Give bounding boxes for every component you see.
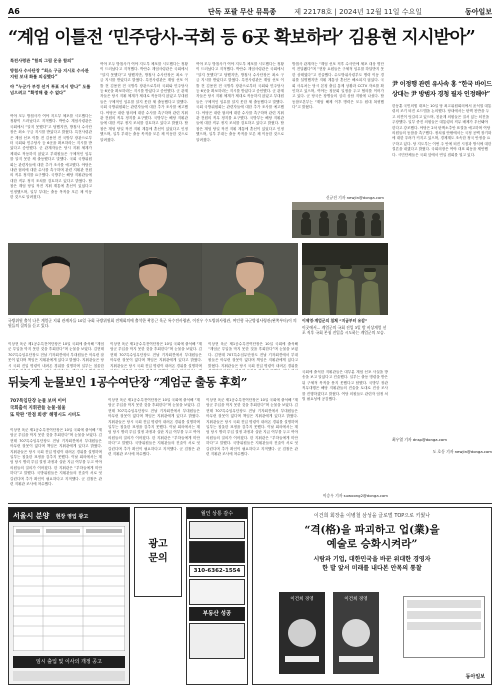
second-subhead-3: 또 막판 ‘만점 희생’ 해명시도 시비도 (10, 413, 81, 418)
sidebar-column (392, 80, 492, 495)
book-ad-publisher: 동아일보 (465, 674, 485, 680)
page-header (8, 6, 492, 18)
sidebar-title: 尹 이정행 관련 유사속 홍 “한국 바이드 상대는 尹 방범자 경청 필자 인정해야” (392, 81, 492, 98)
officers-photo (8, 243, 298, 315)
classified-ad-blocks (187, 519, 247, 661)
sale-ad (8, 507, 130, 685)
sale-ad-footer (13, 671, 125, 681)
book-info (403, 596, 485, 658)
book-ad-headline: “격(格)을 파괴하고 업(業)을 예술로 승화시켜라” (304, 524, 440, 550)
inquiry-ad-text: 광고 문의 (148, 539, 168, 564)
classified-ad (186, 507, 248, 685)
classified-ad-top: 월인 상통 감수 (187, 508, 247, 519)
troops-caption: 이곳에서… 계엄군의 국회 진입 3일 밤 비상계엄 선포 직후 국회 본청 진입을 시도하는 계엄군의 모습. (302, 325, 387, 335)
second-body-col1: 이상현 육군 제1공수특전여단장은 10일 국회에 출석해 “계엄군 투입을 막지 못한 것을 후회한다”며 눈물을 보였다. 김현태 707특수임무단장도 전날 기자회견에서 부대원들은 아무런 잘못이 없다며 책임은 지휘관에게 있다고 밝혔다. 지휘관들은 당시 국회 진입 명령이 내려온 경위를 설명하며 일부는 침울한 표정을 감추지 못했다. 이날 회의에서는 계엄 당시 병력 투입 결정 과정과 실탄 지급 여부를 두고 여야 의원들의 질의가 이어졌다. 한 지휘관은 “부하들에게 미안하다”고 말했다. 국방위원들은 지휘관들의 진술이 서로 엇갈린다며 추가 확인이 필요하다고 지적했다. 군 검찰은 관련 지휘관 조사에 착수했다. (10, 428, 102, 487)
sale-ad-notice: 임시 출입 및 이사의 개정 공고 (13, 656, 125, 668)
sale-ad-subtitle: 현장 영업 광고 (55, 514, 89, 520)
second-headline: 뒤늦게 눈물보인 1공수여단장 “계엄군 출동 후회” (8, 375, 247, 389)
newspaper-name: 동아일보 (464, 8, 492, 16)
subhead-1: 특전사령관 “합의 그림 운용 합의” (10, 58, 74, 63)
main-headline: “계엄 이틀전 ‘민주당사-국회 등 6곳 확보하라’ 김용현 지시받아” (8, 28, 475, 48)
inquiry-ad (134, 507, 182, 597)
second-subhead-2: 국회출석 지휘관들 눈물·침울 (10, 406, 66, 411)
article1-subheads (10, 58, 92, 96)
mid-body-col3: 이상현 육군 제1공수특전여단장은 10일 국회에 출석해 “계엄군 투입을 막지 못한 것을 후회한다”며 눈물을 보였다. 김현태 707특수임무단장도 전날 기자회견에서 부대원들은 아무런 잘못이 없다며 책임은 지휘관에게 있다고 밝혔다. 지휘관들은 당시 국회 진입 명령이 내려온 경위를 (208, 342, 298, 368)
book-title-left: 이건희 경영 (290, 597, 314, 602)
second-subhead-1: 707특임단장 눈물 보며 이어 (10, 399, 67, 404)
article1-body-col2: 여야 모두 방첩사가 여야 지도부 체포를 시도했다는 정황이 드러났다고 지적했다. 박안수 계엄사령관은 국회에서 “알지 못했다”고 답했지만, 방첩사 수사단장은 최소 구금 지시를 받았다고 밝혔다. 특전사령관은 계엄 선포 이틀 전 김용현 전 국방부 장관으로부터 국회와 민주당사 등 6곳을 확보하라는 지시를 받았다고 증언했다. 군 관계자들은 당시 지휘 체계가 제대로 작동하지 않았고 부대원들은 구체적인 임무를 알지 못한 채 출동했다고 말했다. 국회 국방위원회는 관련자들에 대한 추가 조사를 예고했다. 야당은 내란 혐의에 대한 수사를 촉구하며 관련 지휘관 전원의 직무 정지를 요구했다. 국방부는 해당 지휘관들에 대한 직무 정지 조치를 검토하고 있다고 밝혔다. 합참은 계엄 당일 작전 지휘 계통에 혼선이 있었다고 인정했으며, 일부 부대는 출동 목적을 모른 채 이동한 것으로 알려졌다. (100, 62, 188, 142)
sidebar-footer: 최우열 기자 dnsp@donga.com (392, 437, 447, 442)
book-ad-subtext: 시람과 기업, 대한민국을 바꾼 위대한 경영자 한 발 앞서 미래를 내다본 안목의 통찰 (313, 556, 431, 572)
sidebar-body: 한동훈 국민의힘 대표는 10일 당 최고위원회의에서 윤석열 대통령의 조기 퇴진 로드맵을 논의했다. 당내에서는 탄핵 찬반을 두고 의견이 엇갈리고 있으며, 친윤계 의원들은 질서 있는 퇴진을 주장했다. 일부 중진 의원들은 대통령의 직무 배제가 우선돼야 한다고 강조했다. 야당은 2차 탄핵소추안 표결을 예고하며 여당 의원들의 동참을 촉구했다. 정치권 안팎에서는 국정 공백 장기화에 대한 우려가 커지고 있으며, 경제계도 조속한 정국 안정을 요구하고 있다. 당 지도부는 이번 주 안에 퇴진 시점과 방식에 대한 결론을 내겠다고 밝혔다. 국회의장은 여야 대표 회동을 제안했다. 시민단체들은 국회 앞에서 연일 집회를 열고 있다. (392, 104, 492, 157)
classified-ad-label: 부동산 성공 (189, 607, 245, 621)
article1-body-col3: 여야 모두 방첩사가 여야 지도부 체포를 시도했다는 정황이 드러났다고 지적했다. 박안수 계엄사령관은 국회에서 “알지 못했다”고 답했지만, 방첩사 수사단장은 최소 구금 지시를 받았다고 밝혔다. 특전사령관은 계엄 선포 이틀 전 김용현 전 국방부 장관으로부터 국회와 민주당사 등 6곳을 확보하라는 지시를 받았다고 증언했다. 군 관계자들은 당시 지휘 체계가 제대로 작동하지 않았고 부대원들은 구체적인 임무를 알지 못한 채 출동했다고 말했다. 국회 국방위원회는 관련자들에 대한 추가 조사를 예고했다. 야당은 내란 혐의에 대한 수사를 촉구하며 관련 지휘관 전원의 직무 정지를 요구했다. 국방부는 해당 지휘관들에 대한 직무 정지 조치를 검토하고 있다고 밝혔다. 합참은 계엄 당일 작전 지휘 계통에 혼선이 있었다고 인정했으며, 일부 부대는 출동 목적을 모른 채 이동한 것으로 알려졌다. (196, 62, 284, 142)
second-body-col4: 국회에 출석한 지휘관들은 대부분 계엄 선포 사실을 방송을 보고 알았다고 진술했다. 일부는 출동 명령을 받은 뒤 구체적 목적을 묻지 못했다고 답했다. 국방부 장관 직무대행은 해당 지휘관들의 진술을 토대로 진상 조사를 진행하겠다고 밝혔다. 여당 의원들도 관련자 엄정 처벌 필요성에 공감했다. (302, 370, 388, 402)
officers-caption: 국방위원 출석 나온 계엄군 지휘 관계자들 10일 국회 국방위원회 전체회의에 출석한 곽종근 육군 특수전사령관, 이진우 수도방위사령관, 여인형 국군방첩사령관(왼쪽부터)이 의원들의 질의를 듣고 있다. (8, 318, 297, 328)
troops-photo (302, 243, 388, 315)
ads-divider (8, 503, 492, 504)
book-ad-tag: 이건희 회장을 이병철 삼성을 글로벌 TOP으로 키웠나 (313, 513, 431, 519)
mid-body-col2: 이상현 육군 제1공수특전여단장은 10일 국회에 출석해 “계엄군 투입을 막지 못한 것을 후회한다”며 눈물을 보였다. 김현태 707특수임무단장도 전날 기자회견에서 부대원들은 아무런 잘못이 없다며 책임은 지휘관에게 있다고 밝혔다. 지휘관들은 당시 국회 진입 명령이 내려온 경위를 설명하며 (110, 342, 202, 368)
classified-ad-phone: 310-6362-1554 (189, 565, 245, 577)
second-signature: 이승우 기자 suwoong2@donga.com (322, 493, 388, 498)
book-title-right: 이건희 경영 (344, 597, 368, 602)
article2-signature: 신규진 기자 newjin@donga.com (325, 195, 384, 200)
subhead-3: 야 “누군가 부정 선거 투표 지시 받나” 도를 넘으려고 “확정해 줄 수 없다” (10, 84, 91, 95)
second-body-col2: 이상현 육군 제1공수특전여단장은 10일 국회에 출석해 “계엄군 투입을 막지 못한 것을 후회한다”며 눈물을 보였다. 김현태 707특수임무단장도 전날 기자회견에서 부대원들은 아무런 잘못이 없다며 책임은 지휘관에게 있다고 밝혔다. 지휘관들은 당시 국회 진입 명령이 내려온 경위를 설명하며 일부는 침울한 표정을 감추지 못했다. 이날 회의에서는 계엄 당시 병력 투입 결정 과정과 실탄 지급 여부를 두고 여야 의원들의 질의가 이어졌다. 한 지휘관은 “부하들에게 미안하다”고 말했다. 국방위원들은 지휘관들의 진술이 서로 엇갈린다며 추가 확인이 필요하다고 지적했다. 군 검찰은 관련 지휘관 조사에 착수했다. (108, 398, 200, 457)
soldiers-photo (292, 202, 384, 238)
second-body-col3: 이상현 육군 제1공수특전여단장은 10일 국회에 출석해 “계엄군 투입을 막지 못한 것을 후회한다”며 눈물을 보였다. 김현태 707특수임무단장도 전날 기자회견에서 부대원들은 아무런 잘못이 없다며 책임은 지휘관에게 있다고 밝혔다. 지휘관들은 당시 국회 진입 명령이 내려온 경위를 설명하며 일부는 침울한 표정을 감추지 못했다. 이날 회의에서는 계엄 당시 병력 투입 결정 과정과 실탄 지급 여부를 두고 여야 의원들의 질의가 이어졌다. 한 지휘관은 “부하들에게 미안하다”고 말했다. 국방위원들은 지휘관들의 진술이 서로 엇갈린다며 추가 확인이 필요하다고 지적했다. 군 검찰은 관련 지휘관 조사에 착수했다. (206, 398, 298, 457)
second-subheads (10, 398, 100, 419)
mid-body-col1: 이상현 육군 제1공수특전여단장은 10일 국회에 출석해 “계엄군 투입을 막지 못한 것을 후회한다”며 눈물을 보였다. 김현태 707특수임무단장도 전날 기자회견에서 부대원들은 아무런 잘못이 없다며 책임은 지휘관에게 있다고 밝혔다. 지휘관들은 당시 국회 진입 명령이 내려온 경위를 설명하며 일부는 침울한 (8, 342, 104, 368)
subhead-2: 방첩사 수사단장 “최소 구금 지시로 수사관 지원 보내 화를 의심했다” (10, 68, 89, 79)
article1-body-col1: 여야 모두 방첩사가 여야 지도부 체포를 시도했다는 정황이 드러났다고 지적했다. 박안수 계엄사령관은 국회에서 “알지 못했다”고 답했지만, 방첩사 수사단장은 최소 구금 지시를 받았다고 밝혔다. 특전사령관은 계엄 선포 이틀 전 김용현 전 국방부 장관으로부터 국회와 민주당사 등 6곳을 확보하라는 지시를 받았다고 증언했다. 군 관계자들은 당시 지휘 체계가 제대로 작동하지 않았고 부대원들은 구체적인 임무를 알지 못한 채 출동했다고 말했다. 국회 국방위원회는 관련자들에 대한 추가 조사를 예고했다. 야당은 내란 혐의에 대한 수사를 촉구하며 관련 지휘관 전원의 직무 정지를 요구했다. 국방부는 해당 지휘관들에 대한 직무 정지 조치를 검토하고 있다고 밝혔다. 합참은 계엄 당일 작전 지휘 계통에 혼선이 있었다고 인정했으며, 일부 부대는 출동 목적을 모른 채 이동한 것으로 알려졌다. (10, 114, 92, 200)
book-ad (252, 507, 492, 685)
troops-label: 이제영·계엄군의 침체 “지금부터 유감” (302, 318, 368, 323)
page-number: A6 (8, 7, 20, 16)
sale-ad-title: 서울시 분양 (13, 512, 50, 520)
sale-ad-banner (9, 508, 129, 522)
issue-date: 제 22178호 | 2024년 12월 11일 수요일 (294, 8, 422, 16)
sidebar-author: 도 호동 기자 newjin@donga.com (432, 449, 492, 454)
book-covers (271, 588, 391, 678)
sale-ad-table (13, 526, 125, 651)
article2-body: 방첩사 관계자는 “계엄 선포 직후 수사단에 체포 대상 명단이 전달됐다”며 “현장 요원들은 구체적 임무를 하달받지 못한 상태였다”고 진술했다. 수도방위사령부도 병력 이동 경위를 설명했지만 지휘 계통상 혼선은 해소되지 않았다. 국회 사무처는 당시 본청 출입 통제 상황과 CCTV 자료를 확인하고 있으며, 여야는 청문회 일정을 두고 협의를 이어가고 있다. 군 당국은 장병들의 심리 상담 지원에 나섰다. 합동참모본부는 “계엄 해제 이후 병력은 모두 원대 복귀했다”고 밝혔다. (292, 62, 384, 110)
section-title: 단독 포괄 무산 뮤특종 (208, 8, 277, 16)
